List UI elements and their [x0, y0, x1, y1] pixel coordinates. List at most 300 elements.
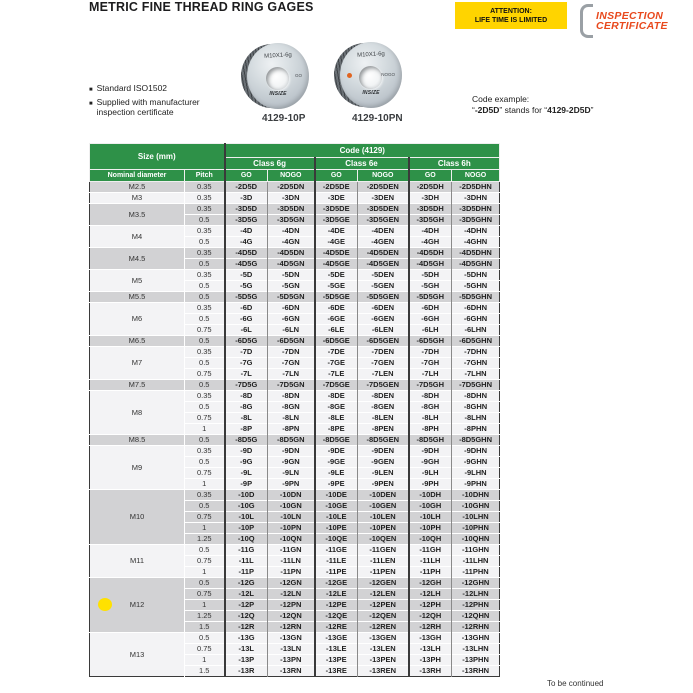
pitch-cell: 0.35	[185, 226, 225, 237]
code-cell: -11PH	[409, 567, 452, 578]
insize-brand-logo: INSIZE	[269, 91, 287, 97]
header-class-6h: Class 6h	[409, 158, 500, 170]
feature-bullet-list	[89, 83, 224, 119]
code-cell: -7LEN	[358, 369, 409, 380]
code-cell: -5DH	[409, 270, 452, 281]
code-cell: -4G	[225, 237, 268, 248]
header-class-6e: Class 6e	[315, 158, 409, 170]
header-go-6h: GO	[409, 170, 452, 182]
table-row	[90, 578, 500, 589]
code-cell: -8P	[225, 424, 268, 435]
code-cell: -12LH	[409, 589, 452, 600]
code-cell: -8DEN	[358, 391, 409, 402]
code-cell: -9PHN	[452, 479, 500, 490]
pitch-cell: 0.5	[185, 501, 225, 512]
code-cell: -6LHN	[452, 325, 500, 336]
code-cell: -2D5DEN	[358, 182, 409, 193]
code-cell: -4D5DEN	[358, 248, 409, 259]
code-cell: -9LH	[409, 468, 452, 479]
code-cell: -10GHN	[452, 501, 500, 512]
ring-go-caption: 4129-10P	[262, 113, 306, 124]
code-cell: -10QE	[315, 534, 358, 545]
code-cell: -10D	[225, 490, 268, 501]
ring-marking-text: M10X1-6g	[357, 51, 385, 59]
code-cell: -9L	[225, 468, 268, 479]
pitch-cell: 0.5	[185, 578, 225, 589]
nominal-diameter-cell: M11	[90, 545, 185, 578]
code-cell: -13GHN	[452, 633, 500, 644]
code-cell: -6GN	[268, 314, 315, 325]
code-cell: -13LHN	[452, 644, 500, 655]
code-cell: -9GHN	[452, 457, 500, 468]
code-cell: -4D5DHN	[452, 248, 500, 259]
code-cell: -6DHN	[452, 303, 500, 314]
pitch-cell: 0.35	[185, 270, 225, 281]
code-cell: -13GEN	[358, 633, 409, 644]
code-cell: -7DHN	[452, 347, 500, 358]
code-cell: -11GE	[315, 545, 358, 556]
code-cell: -12RHN	[452, 622, 500, 633]
code-cell: -3D5D	[225, 204, 268, 215]
code-cell: -12PEN	[358, 600, 409, 611]
code-cell: -10PE	[315, 523, 358, 534]
code-cell: -9G	[225, 457, 268, 468]
nominal-diameter-cell: M8	[90, 391, 185, 435]
page-title: METRIC FINE THREAD RING GAGES	[89, 0, 314, 14]
code-cell: -6L	[225, 325, 268, 336]
code-cell: -4D5DH	[409, 248, 452, 259]
code-cell: -6GE	[315, 314, 358, 325]
ring-face	[340, 42, 402, 108]
code-cell: -11PEN	[358, 567, 409, 578]
code-cell: -12LN	[268, 589, 315, 600]
pitch-cell: 0.5	[185, 215, 225, 226]
header-class-6g: Class 6g	[225, 158, 315, 170]
pitch-cell: 0.5	[185, 633, 225, 644]
code-cell: -13REN	[358, 666, 409, 677]
nominal-diameter-cell: M5.5	[90, 292, 185, 303]
yellow-marker-icon	[98, 598, 112, 611]
code-cell: -7D5GH	[409, 380, 452, 391]
code-cell: -9DN	[268, 446, 315, 457]
header-pitch: Pitch	[185, 170, 225, 182]
code-cell: -9LE	[315, 468, 358, 479]
table-row	[90, 270, 500, 281]
code-cell: -9LHN	[452, 468, 500, 479]
pitch-cell: 1	[185, 424, 225, 435]
pitch-cell: 0.5	[185, 314, 225, 325]
code-cell: -9DHN	[452, 446, 500, 457]
code-cell: -5D5G	[225, 292, 268, 303]
code-cell: -4D5GE	[315, 259, 358, 270]
header-size: Size (mm)	[90, 144, 225, 170]
code-cell: -12GEN	[358, 578, 409, 589]
code-cell: -11GH	[409, 545, 452, 556]
code-cell: -10QH	[409, 534, 452, 545]
code-cell: -2D5DE	[315, 182, 358, 193]
code-cell: -5D5GN	[268, 292, 315, 303]
pitch-cell: 1	[185, 479, 225, 490]
code-cell: -10DEN	[358, 490, 409, 501]
header-go-6g: GO	[225, 170, 268, 182]
code-cell: -7DE	[315, 347, 358, 358]
code-cell: -11LE	[315, 556, 358, 567]
code-cell: -10LH	[409, 512, 452, 523]
table-row	[90, 380, 500, 391]
code-cell: -4DN	[268, 226, 315, 237]
code-cell: -3D5GH	[409, 215, 452, 226]
code-cell: -2D5D	[225, 182, 268, 193]
code-cell: -8D5GN	[268, 435, 315, 446]
table-row	[90, 435, 500, 446]
ring-hole	[359, 66, 382, 89]
pitch-cell: 0.75	[185, 325, 225, 336]
code-cell: -9GE	[315, 457, 358, 468]
pitch-cell: 0.5	[185, 281, 225, 292]
pitch-cell: 1.25	[185, 611, 225, 622]
code-cell: -9PH	[409, 479, 452, 490]
code-cell: -6D5GEN	[358, 336, 409, 347]
code-cell: -13LEN	[358, 644, 409, 655]
code-cell: -5D5GH	[409, 292, 452, 303]
code-cell: -8PEN	[358, 424, 409, 435]
code-cell: -7G	[225, 358, 268, 369]
code-cell: -3DEN	[358, 193, 409, 204]
code-cell: -12QE	[315, 611, 358, 622]
code-cell: -7DN	[268, 347, 315, 358]
table-row	[90, 446, 500, 457]
code-cell: -8LH	[409, 413, 452, 424]
code-cell: -4D5G	[225, 259, 268, 270]
code-cell: -6DE	[315, 303, 358, 314]
nominal-diameter-cell: M9	[90, 446, 185, 490]
code-cell: -13L	[225, 644, 268, 655]
ring-nogo-caption: 4129-10PN	[352, 113, 403, 124]
code-cell: -3D5DH	[409, 204, 452, 215]
code-cell: -6D5G	[225, 336, 268, 347]
nominal-diameter-cell: M6	[90, 303, 185, 336]
code-cell: -12PH	[409, 600, 452, 611]
code-cell: -8PHN	[452, 424, 500, 435]
code-cell: -13PE	[315, 655, 358, 666]
code-cell: -12Q	[225, 611, 268, 622]
code-cell: -4D5DN	[268, 248, 315, 259]
code-example	[472, 94, 593, 116]
code-cell: -12R	[225, 622, 268, 633]
code-cell: -5GHN	[452, 281, 500, 292]
table-row	[90, 545, 500, 556]
code-cell: -3D	[225, 193, 268, 204]
code-cell: -8PN	[268, 424, 315, 435]
code-cell: -12P	[225, 600, 268, 611]
code-cell: -4GE	[315, 237, 358, 248]
nominal-diameter-cell: M6.5	[90, 336, 185, 347]
code-cell: -6GHN	[452, 314, 500, 325]
code-cell: -7L	[225, 369, 268, 380]
nominal-diameter-cell: M7.5	[90, 380, 185, 391]
code-cell: -9LN	[268, 468, 315, 479]
code-cell: -13P	[225, 655, 268, 666]
table-row	[90, 391, 500, 402]
pitch-cell: 1	[185, 523, 225, 534]
code-cell: -7DH	[409, 347, 452, 358]
code-cell: -9GH	[409, 457, 452, 468]
code-cell: -3DN	[268, 193, 315, 204]
ring-nogo-label: NOGO	[381, 72, 395, 77]
code-cell: -10PEN	[358, 523, 409, 534]
code-cell: -6LEN	[358, 325, 409, 336]
code-cell: -13PEN	[358, 655, 409, 666]
code-cell: -13GN	[268, 633, 315, 644]
nominal-diameter-cell: M4	[90, 226, 185, 248]
code-cell: -7GN	[268, 358, 315, 369]
code-cell: -5GEN	[358, 281, 409, 292]
ring-gage-go-image	[247, 43, 309, 109]
code-cell: -8D5GH	[409, 435, 452, 446]
code-cell: -11PN	[268, 567, 315, 578]
code-cell: -4D5GEN	[358, 259, 409, 270]
table-row	[90, 292, 500, 303]
code-cell: -6DEN	[358, 303, 409, 314]
pitch-cell: 1.5	[185, 622, 225, 633]
code-cell: -10L	[225, 512, 268, 523]
code-cell: -9P	[225, 479, 268, 490]
code-cell: -6D5GHN	[452, 336, 500, 347]
code-cell: -3D5DN	[268, 204, 315, 215]
code-cell: -8DE	[315, 391, 358, 402]
pitch-cell: 0.75	[185, 512, 225, 523]
code-cell: -5G	[225, 281, 268, 292]
nominal-diameter-cell: M3.5	[90, 204, 185, 226]
code-cell: -12QHN	[452, 611, 500, 622]
code-cell: -4DH	[409, 226, 452, 237]
code-cell: -6D5GH	[409, 336, 452, 347]
code-cell: -8DN	[268, 391, 315, 402]
code-cell: -7D	[225, 347, 268, 358]
pitch-cell: 0.35	[185, 204, 225, 215]
code-cell: -10LEN	[358, 512, 409, 523]
code-cell: -7GH	[409, 358, 452, 369]
code-cell: -8GHN	[452, 402, 500, 413]
code-cell: -4D5GHN	[452, 259, 500, 270]
table-row	[90, 226, 500, 237]
header-nogo-6h: NOGO	[452, 170, 500, 182]
code-cell: -10Q	[225, 534, 268, 545]
code-cell: -11LN	[268, 556, 315, 567]
code-cell: -8D5GEN	[358, 435, 409, 446]
code-cell: -7LN	[268, 369, 315, 380]
code-cell: -4D5DE	[315, 248, 358, 259]
attention-badge	[455, 2, 567, 29]
certificate-bracket-icon	[580, 4, 593, 38]
code-cell: -10LE	[315, 512, 358, 523]
code-cell: -10LHN	[452, 512, 500, 523]
pitch-cell: 0.35	[185, 303, 225, 314]
pitch-cell: 1	[185, 567, 225, 578]
table-row	[90, 490, 500, 501]
code-cell: -8D5G	[225, 435, 268, 446]
code-cell: -11P	[225, 567, 268, 578]
pitch-cell: 0.35	[185, 182, 225, 193]
certificate-logo-text: INSPECTION CERTIFICATE	[596, 9, 668, 32]
code-cell: -12LEN	[358, 589, 409, 600]
code-cell: -6GH	[409, 314, 452, 325]
code-cell: -13G	[225, 633, 268, 644]
code-cell: -5DN	[268, 270, 315, 281]
code-cell: -8DHN	[452, 391, 500, 402]
code-cell: -12GH	[409, 578, 452, 589]
code-cell: -5D	[225, 270, 268, 281]
code-cell: -8GEN	[358, 402, 409, 413]
code-cell: -6DH	[409, 303, 452, 314]
pitch-cell: 0.5	[185, 237, 225, 248]
pitch-cell: 0.5	[185, 457, 225, 468]
code-cell: -13GH	[409, 633, 452, 644]
code-cell: -13PHN	[452, 655, 500, 666]
code-cell: -3DE	[315, 193, 358, 204]
pitch-cell: 0.35	[185, 347, 225, 358]
ring-marking-text: M10X1-6g	[264, 52, 292, 60]
table-row	[90, 347, 500, 358]
code-cell: -9DE	[315, 446, 358, 457]
pitch-cell: 0.5	[185, 435, 225, 446]
pitch-cell: 1.25	[185, 534, 225, 545]
code-cell: -4D5D	[225, 248, 268, 259]
code-cell: -10DE	[315, 490, 358, 501]
code-cell: -11GEN	[358, 545, 409, 556]
code-cell: -4DEN	[358, 226, 409, 237]
code-cell: -13PH	[409, 655, 452, 666]
pitch-cell: 0.75	[185, 468, 225, 479]
code-cell: -5D5GHN	[452, 292, 500, 303]
pitch-cell: 0.75	[185, 413, 225, 424]
bullet-text: Standard ISO1502	[96, 83, 168, 93]
code-cell: -6LH	[409, 325, 452, 336]
code-cell: -9PEN	[358, 479, 409, 490]
code-cell: -11LEN	[358, 556, 409, 567]
code-cell: -12GE	[315, 578, 358, 589]
code-cell: -10GE	[315, 501, 358, 512]
code-cell: -8DH	[409, 391, 452, 402]
code-cell: -8PE	[315, 424, 358, 435]
code-cell: -5DE	[315, 270, 358, 281]
code-cell: -12G	[225, 578, 268, 589]
code-cell: -2D5DH	[409, 182, 452, 193]
code-cell: -3DHN	[452, 193, 500, 204]
attention-badge-line2: LIFE TIME IS LIMITED	[474, 16, 548, 24]
code-cell: -8D5GE	[315, 435, 358, 446]
pitch-cell: 0.35	[185, 391, 225, 402]
ring-gage-nogo-image	[340, 42, 402, 108]
to-be-continued-note: To be continued	[547, 679, 604, 688]
code-cell: -11PE	[315, 567, 358, 578]
code-cell: -10DHN	[452, 490, 500, 501]
code-cell: -3D5DEN	[358, 204, 409, 215]
code-example-text: “-2D5D” stands for “4129-2D5D”	[472, 105, 594, 115]
code-cell: -3D5G	[225, 215, 268, 226]
ring-gage-code-table	[89, 143, 500, 677]
nominal-diameter-cell: M12	[90, 578, 185, 633]
code-cell: -8G	[225, 402, 268, 413]
code-cell: -10GH	[409, 501, 452, 512]
code-cell: -6LN	[268, 325, 315, 336]
pitch-cell: 1.5	[185, 666, 225, 677]
code-cell: -8LN	[268, 413, 315, 424]
table-row	[90, 204, 500, 215]
code-cell: -13RH	[409, 666, 452, 677]
code-cell: -10P	[225, 523, 268, 534]
pitch-cell: 0.5	[185, 259, 225, 270]
code-cell: -9D	[225, 446, 268, 457]
code-cell: -10PN	[268, 523, 315, 534]
code-cell: -13GE	[315, 633, 358, 644]
nominal-diameter-cell: M2.5	[90, 182, 185, 193]
pitch-cell: 0.5	[185, 545, 225, 556]
code-example-label: Code example:	[472, 94, 530, 104]
nominal-diameter-cell: M5	[90, 270, 185, 292]
code-cell: -6GEN	[358, 314, 409, 325]
code-cell: -12QN	[268, 611, 315, 622]
pitch-cell: 0.75	[185, 369, 225, 380]
code-cell: -12PHN	[452, 600, 500, 611]
code-cell: -3DH	[409, 193, 452, 204]
code-cell: -2D5DN	[268, 182, 315, 193]
nominal-diameter-cell: M7	[90, 347, 185, 380]
code-cell: -10QN	[268, 534, 315, 545]
code-cell: -3D5DE	[315, 204, 358, 215]
code-cell: -10G	[225, 501, 268, 512]
code-cell: -9GEN	[358, 457, 409, 468]
code-cell: -8PH	[409, 424, 452, 435]
code-cell: -12QH	[409, 611, 452, 622]
code-cell: -12L	[225, 589, 268, 600]
code-cell: -12GN	[268, 578, 315, 589]
code-cell: -13LN	[268, 644, 315, 655]
nominal-diameter-cell: M13	[90, 633, 185, 677]
code-cell: -10DN	[268, 490, 315, 501]
code-cell: -7D5G	[225, 380, 268, 391]
code-cell: -7D5GHN	[452, 380, 500, 391]
pitch-cell: 0.5	[185, 336, 225, 347]
code-cell: -5DHN	[452, 270, 500, 281]
code-cell: -7LHN	[452, 369, 500, 380]
code-cell: -8LE	[315, 413, 358, 424]
code-cell: -13RHN	[452, 666, 500, 677]
pitch-cell: 1	[185, 600, 225, 611]
pitch-cell: 0.5	[185, 380, 225, 391]
code-cell: -4GN	[268, 237, 315, 248]
pitch-cell: 0.5	[185, 402, 225, 413]
code-cell: -13PN	[268, 655, 315, 666]
code-cell: -5GN	[268, 281, 315, 292]
code-cell: -13R	[225, 666, 268, 677]
code-cell: -3D5GHN	[452, 215, 500, 226]
insize-brand-logo: INSIZE	[362, 90, 380, 96]
header-code: Code (4129)	[225, 144, 500, 158]
code-cell: -7GE	[315, 358, 358, 369]
code-cell: -10DH	[409, 490, 452, 501]
code-cell: -3D5DHN	[452, 204, 500, 215]
code-cell: -4D5GH	[409, 259, 452, 270]
code-cell: -7LE	[315, 369, 358, 380]
code-cell: -12QEN	[358, 611, 409, 622]
ring-go-label: GO	[294, 73, 302, 78]
code-cell: -10PH	[409, 523, 452, 534]
orange-dot-icon	[347, 73, 352, 78]
code-cell: -5DEN	[358, 270, 409, 281]
code-cell: -7DEN	[358, 347, 409, 358]
code-cell: -11LHN	[452, 556, 500, 567]
